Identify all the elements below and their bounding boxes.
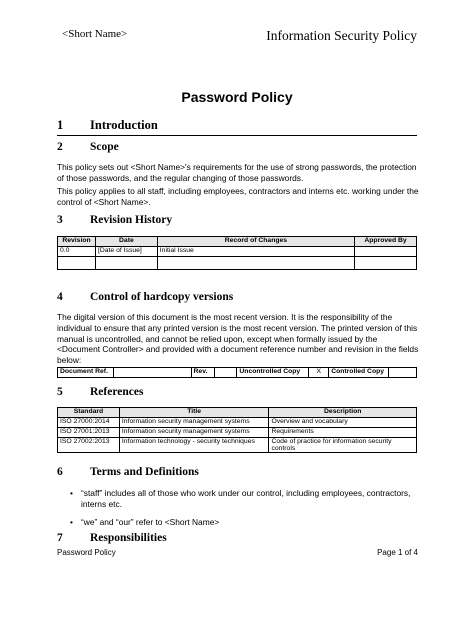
section-heading-terms-definitions [57,466,199,478]
table-cell: Information technology - security techniques [119,438,269,453]
bullet-icon: • [70,488,73,498]
section-title: Revision History [90,214,173,226]
table-header-cell: Standard [58,408,120,418]
section-number: 5 [57,386,63,398]
document-ref-label: Document Ref. [58,368,114,378]
section-number: 1 [57,118,64,132]
definitions-list [70,488,420,534]
section-title: References [90,386,144,398]
document-ref-value [113,368,191,378]
bullet-icon: • [70,516,73,527]
table-row [58,438,417,453]
hardcopy-control-paragraph: The digital version of this document is the most recent version. It is the responsibility of the individual to ensure that any printed version is the most recent version. The printed version of this manual is uncontrolled, and cannot be relied upon, except when formally issued by the <Document Controller> and provided with a document reference number and revision in the fields below: [57,312,419,366]
uncontrolled-copy-label: Uncontrolled Copy [237,368,309,378]
controlled-copy-checkbox [389,368,417,378]
revision-label: Rev. [191,368,215,378]
table-cell: ISO 27002:2013 [58,438,120,453]
table-cell: Information security management systems [119,418,269,428]
list-item-text: “staff” includes all of those who work under our control, including employees, contractors, interns etc. [81,488,411,509]
table-row [58,428,417,438]
table-row [58,247,417,257]
table-cell: Overview and vocabulary [269,418,417,428]
table-cell [58,257,96,270]
uncontrolled-copy-checkbox: X [309,368,329,378]
controlled-copy-label: Controlled Copy [329,368,389,378]
references-table [57,407,417,453]
table-header-cell: Description [269,408,417,418]
section-title: Responsibilities [90,532,167,544]
table-row [58,418,417,428]
table-header-cell: Title [119,408,269,418]
section-number: 7 [57,532,63,544]
section-title: Control of hardcopy versions [90,291,234,303]
section-heading-hardcopy-control [57,291,233,303]
table-cell: Requirements [269,428,417,438]
table-cell [355,247,417,257]
revision-value [215,368,237,378]
table-cell: 0.0 [58,247,96,257]
table-cell: ISO 27001:2013 [58,428,120,438]
table-cell [355,257,417,270]
table-header-cell: Date [95,237,157,247]
section-heading-responsibilities [57,532,167,544]
section-title: Scope [90,141,119,153]
table-header-cell: Record of Changes [157,237,354,247]
section-heading-references [57,386,143,398]
table-cell: Initial Issue [157,247,354,257]
table-cell [95,257,157,270]
header-document-title: Information Security Policy [266,28,417,43]
list-item-text: “we” and “our” refer to <Short Name> [81,516,220,527]
table-header-row [58,408,417,418]
section-number: 6 [57,466,63,478]
section-number: 4 [57,291,63,303]
section-heading-introduction [57,118,417,136]
table-cell: Information security management systems [119,428,269,438]
revision-history-table [57,236,417,270]
section-title: Terms and Definitions [90,466,199,478]
header-short-name: <Short Name> [62,28,128,40]
list-item [70,517,420,528]
table-row [58,257,417,270]
table-cell [157,257,354,270]
table-cell: Code of practice for information security controls [269,438,417,453]
table-header-cell: Revision [58,237,96,247]
footer-page-number: Page 1 of 4 [377,548,418,557]
page-title: Password Policy [181,89,293,105]
section-title: Introduction [90,118,158,132]
section-number: 2 [57,141,63,153]
scope-paragraph-1: This policy sets out <Short Name>'s requirements for the use of strong passwords, the protection of those passwords, and the regular changing of those passwords. [57,162,417,183]
table-row [58,368,417,378]
section-heading-revision-history [57,214,172,226]
scope-paragraph-2: This policy applies to all staff, including employees, contractors and interns etc. working under the control of <Short Name>. [57,186,419,207]
table-header-cell: Approved By [355,237,417,247]
section-number: 3 [57,214,63,226]
document-control-table [57,367,417,378]
table-header-row [58,237,417,247]
table-cell: ISO 27000:2014 [58,418,120,428]
list-item [70,488,420,510]
footer-document-name: Password Policy [57,548,116,557]
table-cell: [Date of Issue] [95,247,157,257]
section-heading-scope [57,141,119,153]
